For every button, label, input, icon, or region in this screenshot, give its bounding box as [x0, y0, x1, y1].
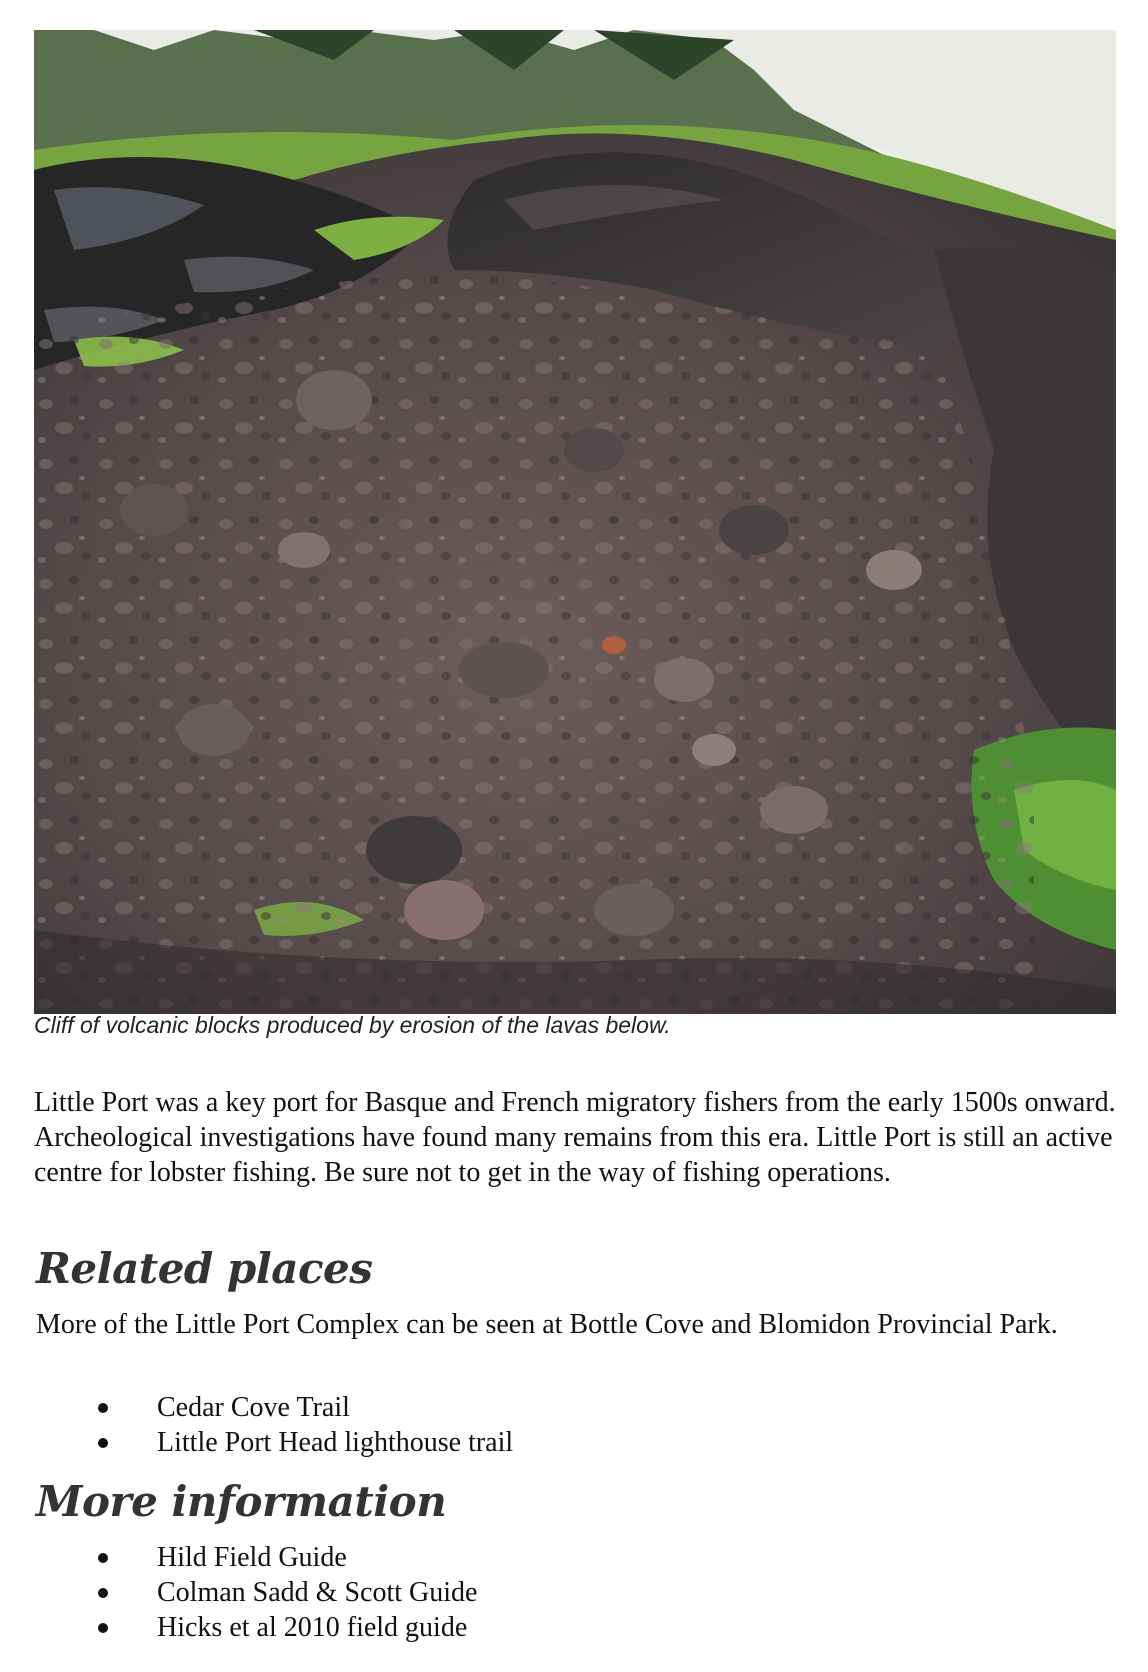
list-item-label: Cedar Cove Trail	[157, 1392, 350, 1423]
list-item	[0, 1425, 513, 1460]
list-item-label: Colman Sadd & Scott Guide	[157, 1577, 478, 1608]
list-item-label: Hicks et al 2010 field guide	[157, 1612, 468, 1643]
bullet-icon	[98, 1403, 108, 1413]
list-item-label: Little Port Head lighthouse trail	[157, 1427, 514, 1458]
photo-caption: Cliff of volcanic blocks produced by erosion of the lavas below.	[34, 1012, 671, 1038]
list-item-label: Hild Field Guide	[157, 1542, 347, 1573]
intro-paragraph: Little Port was a key port for Basque and French migratory fishers from the early 1500s onward. Archeological investigations have found many remains from this era. Little Port is still an active centre for lobster fishing. Be sure not to get in the way of fishing operations.	[34, 1087, 1116, 1188]
bullet-icon	[98, 1438, 108, 1448]
bullet-icon	[98, 1553, 108, 1563]
list-item	[0, 1540, 477, 1575]
list-item	[0, 1390, 513, 1425]
list-item	[0, 1610, 477, 1645]
bullet-icon	[98, 1588, 108, 1598]
more-information-heading: More information	[36, 1477, 447, 1526]
list-item	[0, 1575, 477, 1610]
related-places-list	[0, 1390, 513, 1460]
more-information-list	[0, 1540, 477, 1645]
bullet-icon	[98, 1623, 108, 1633]
related-places-text: More of the Little Port Complex can be seen at Bottle Cove and Blomidon Provincial Park.	[36, 1309, 1058, 1340]
cliff-photo	[34, 30, 1116, 1014]
related-places-heading: Related places	[36, 1244, 373, 1293]
